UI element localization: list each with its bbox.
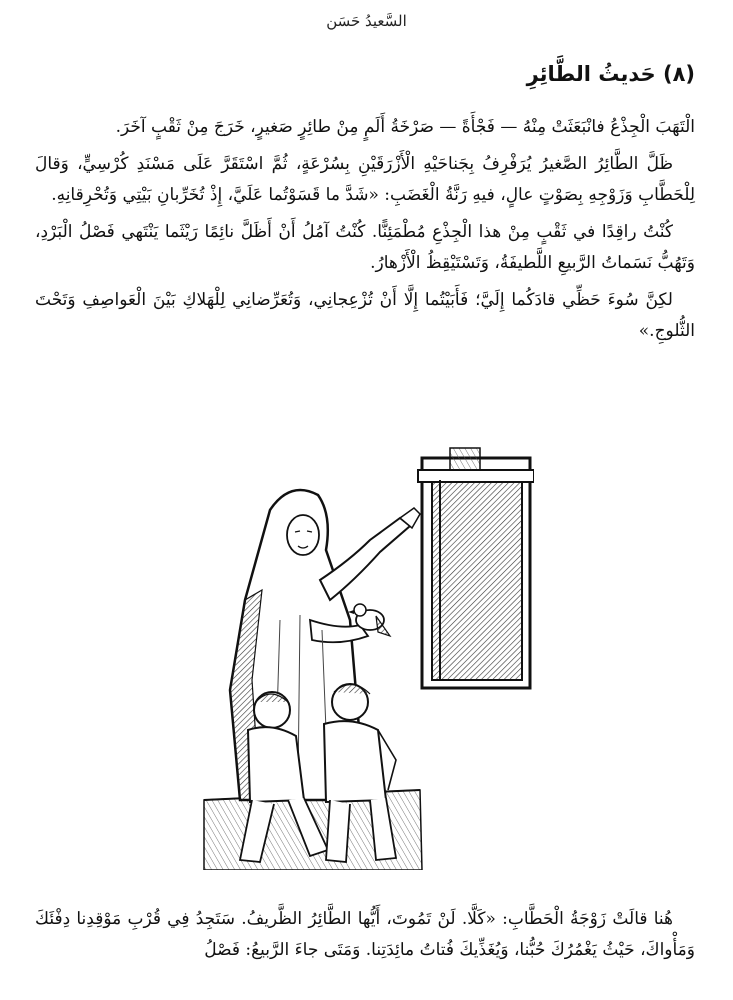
paragraph: الْتَهَبَ الْجِذْعُ فانْبَعَثَتْ مِنْهُ — فَجْأَةً — صَرْخَةُ أَلَمٍ مِنْ طائِرٍ صَغيرٍ، خَرَجَ مِنْ ثَقْبٍ آخَرَ. xyxy=(115,117,695,137)
paragraph: لكِنَّ سُوءَ حَظِّي قادَكُما إِلَيَّ؛ فَأَبَيْتُما إِلَّا أَنْ تُزْعِجانِي، وَتُعَرِّضانِي لِلْهَلاكِ بَيْنَ الْعَواصِفِ وَتَحْتَ الثُّلوجِ.» xyxy=(35,290,695,341)
paragraph: كُنْتُ راقِدًا في ثَقْبٍ مِنْ هذا الْجِذْعِ مُطْمَئِنًّا. كُنْتُ آمُلُ أَنْ أَظَلَّ نائِمًا رَيْثَما يَنْتَهي فَصْلُ الْبَرْدِ، وَتَهُبُّ نَسَماتُ الرَّبيعِ اللَّطيفَةُ، وَتَسْتَيْقِظُ الْأَزْهارُ. xyxy=(35,222,695,273)
story-text-continued xyxy=(35,904,695,966)
story-illustration xyxy=(200,440,534,870)
story-text xyxy=(35,112,695,353)
running-header: السَّعيدُ حَسَن xyxy=(326,12,407,30)
chapter-title: (٨) حَديثُ الطَّائِرِ xyxy=(526,62,695,86)
paragraph: هُنا قالَتْ زَوْجَةُ الْحَطَّابِ: «كَلَّا. لَنْ تَمُوتَ، أَيُّها الطَّائِرُ الظَّريفُ. سَتَجِدُ فِي قُرْبِ مَوْقِدِنا دِفْئَكَ وَمَأْواكَ، حَيْثُ يَغْمُرُكَ حُبُّنا، وَيُغَذِّيكَ فُتاتُ مائِدَتِنا. وَمَتَى جاءَ الرَّبيعُ: فَصْلُ xyxy=(35,909,695,960)
window-frame xyxy=(418,448,534,688)
paragraph: ظَلَّ الطَّائِرُ الصَّغيرُ يُرَفْرِفُ بِجَناحَيْهِ الْأَزْرَقَيْنِ بِسُرْعَةٍ، ثُمَّ اسْتَقَرَّ عَلَى مَسْنَدِ كُرْسِيٍّ، وَقالَ لِلْحَطَّابِ وَزَوْجِهِ بِصَوْتٍ عالٍ، فيهِ رَنَّةُ الْغَضَبِ: «شَدَّ ما قَسَوْتُما عَلَيَّ، إِذْ تُخَرِّبانِ بَيْتِي وَتُحْرِقانِهِ. xyxy=(35,154,695,205)
